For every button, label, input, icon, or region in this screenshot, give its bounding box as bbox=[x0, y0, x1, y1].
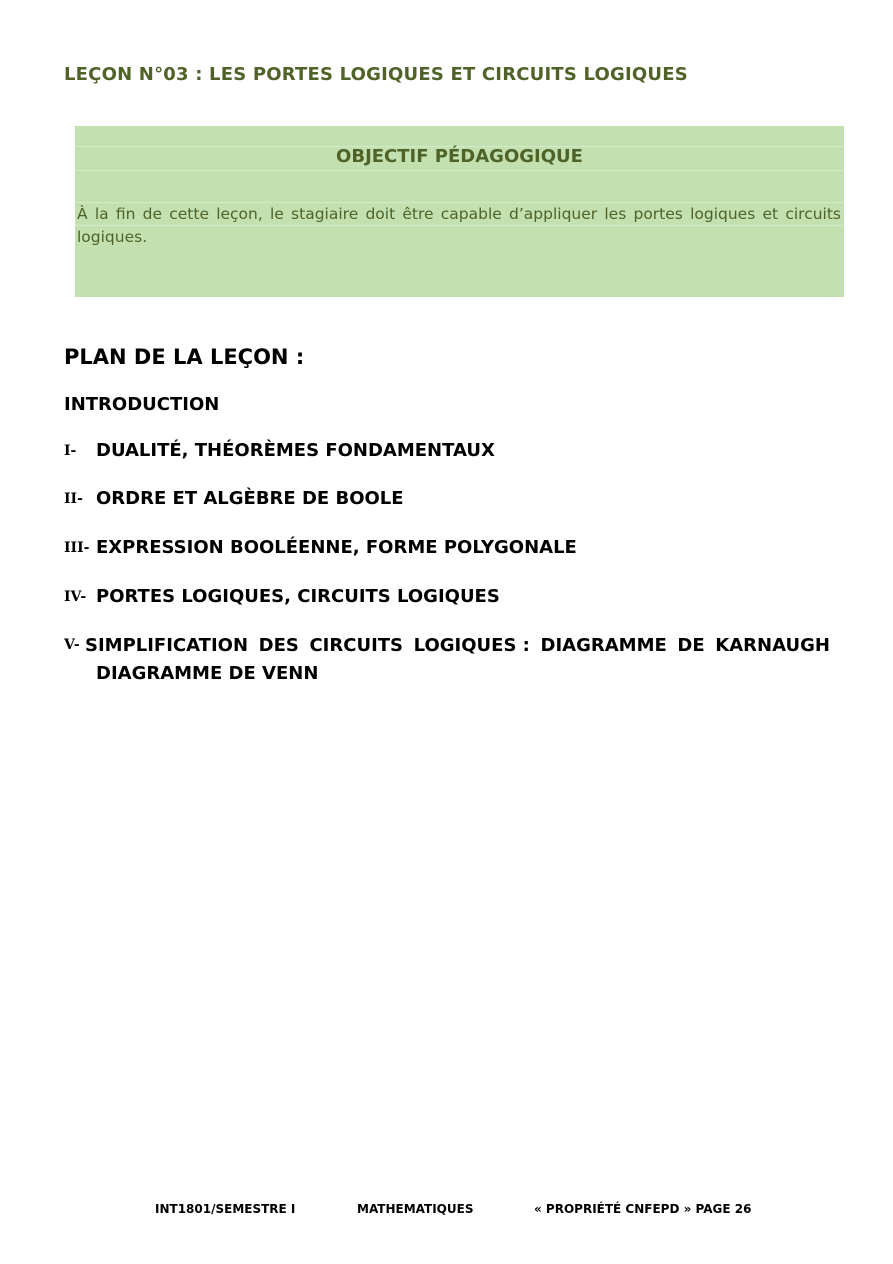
plan-item-1 bbox=[64, 440, 830, 461]
plan-item-word: LOGIQUES : bbox=[413, 635, 530, 656]
plan-item-number: I- bbox=[64, 443, 77, 459]
footer-subject: MATHEMATIQUES bbox=[357, 1202, 474, 1216]
footer-course: INT1801/SEMESTRE I bbox=[155, 1202, 296, 1216]
plan-item-2 bbox=[64, 488, 830, 509]
plan-item-5 bbox=[64, 632, 830, 688]
plan-item-word: KARNAUGH bbox=[715, 635, 830, 656]
plan-item-number: V- bbox=[64, 637, 80, 653]
plan-item-label-line1 bbox=[85, 632, 830, 660]
plan-item-word: DE bbox=[677, 635, 705, 656]
plan-item-number: II- bbox=[64, 491, 83, 507]
plan-introduction: INTRODUCTION bbox=[64, 394, 220, 415]
plan-item-4 bbox=[64, 586, 830, 607]
plan-item-label: DUALITÉ, THÉORÈMES FONDAMENTAUX bbox=[96, 440, 495, 461]
plan-item-label-line2: DIAGRAMME DE VENN bbox=[96, 663, 319, 684]
plan-item-3 bbox=[64, 537, 830, 558]
footer-property-page: « PROPRIÉTÉ CNFEPD » PAGE 26 bbox=[534, 1202, 752, 1216]
plan-item-label: ORDRE ET ALGÈBRE DE BOOLE bbox=[96, 488, 404, 509]
plan-item-number: IV- bbox=[64, 589, 87, 605]
plan-item-word: DES bbox=[258, 635, 299, 656]
objective-box bbox=[75, 126, 844, 297]
plan-heading: PLAN DE LA LEÇON : bbox=[64, 345, 305, 369]
objective-heading: OBJECTIF PÉDAGOGIQUE bbox=[336, 146, 583, 167]
stripe bbox=[75, 170, 844, 171]
lesson-title: LEÇON N°03 : LES PORTES LOGIQUES ET CIRCUITS LOGIQUES bbox=[64, 64, 688, 85]
plan-item-number: III- bbox=[64, 540, 90, 556]
plan-item-word: DIAGRAMME bbox=[540, 635, 667, 656]
plan-item-word: CIRCUITS bbox=[309, 635, 404, 656]
plan-item-word: SIMPLIFICATION bbox=[85, 635, 249, 656]
plan-item-label: PORTES LOGIQUES, CIRCUITS LOGIQUES bbox=[96, 586, 500, 607]
plan-item-label: EXPRESSION BOOLÉENNE, FORME POLYGONALE bbox=[96, 537, 577, 558]
objective-text: À la fin de cette leçon, le stagiaire doit être capable d’appliquer les portes logiques et circuits logiques. bbox=[77, 205, 841, 246]
